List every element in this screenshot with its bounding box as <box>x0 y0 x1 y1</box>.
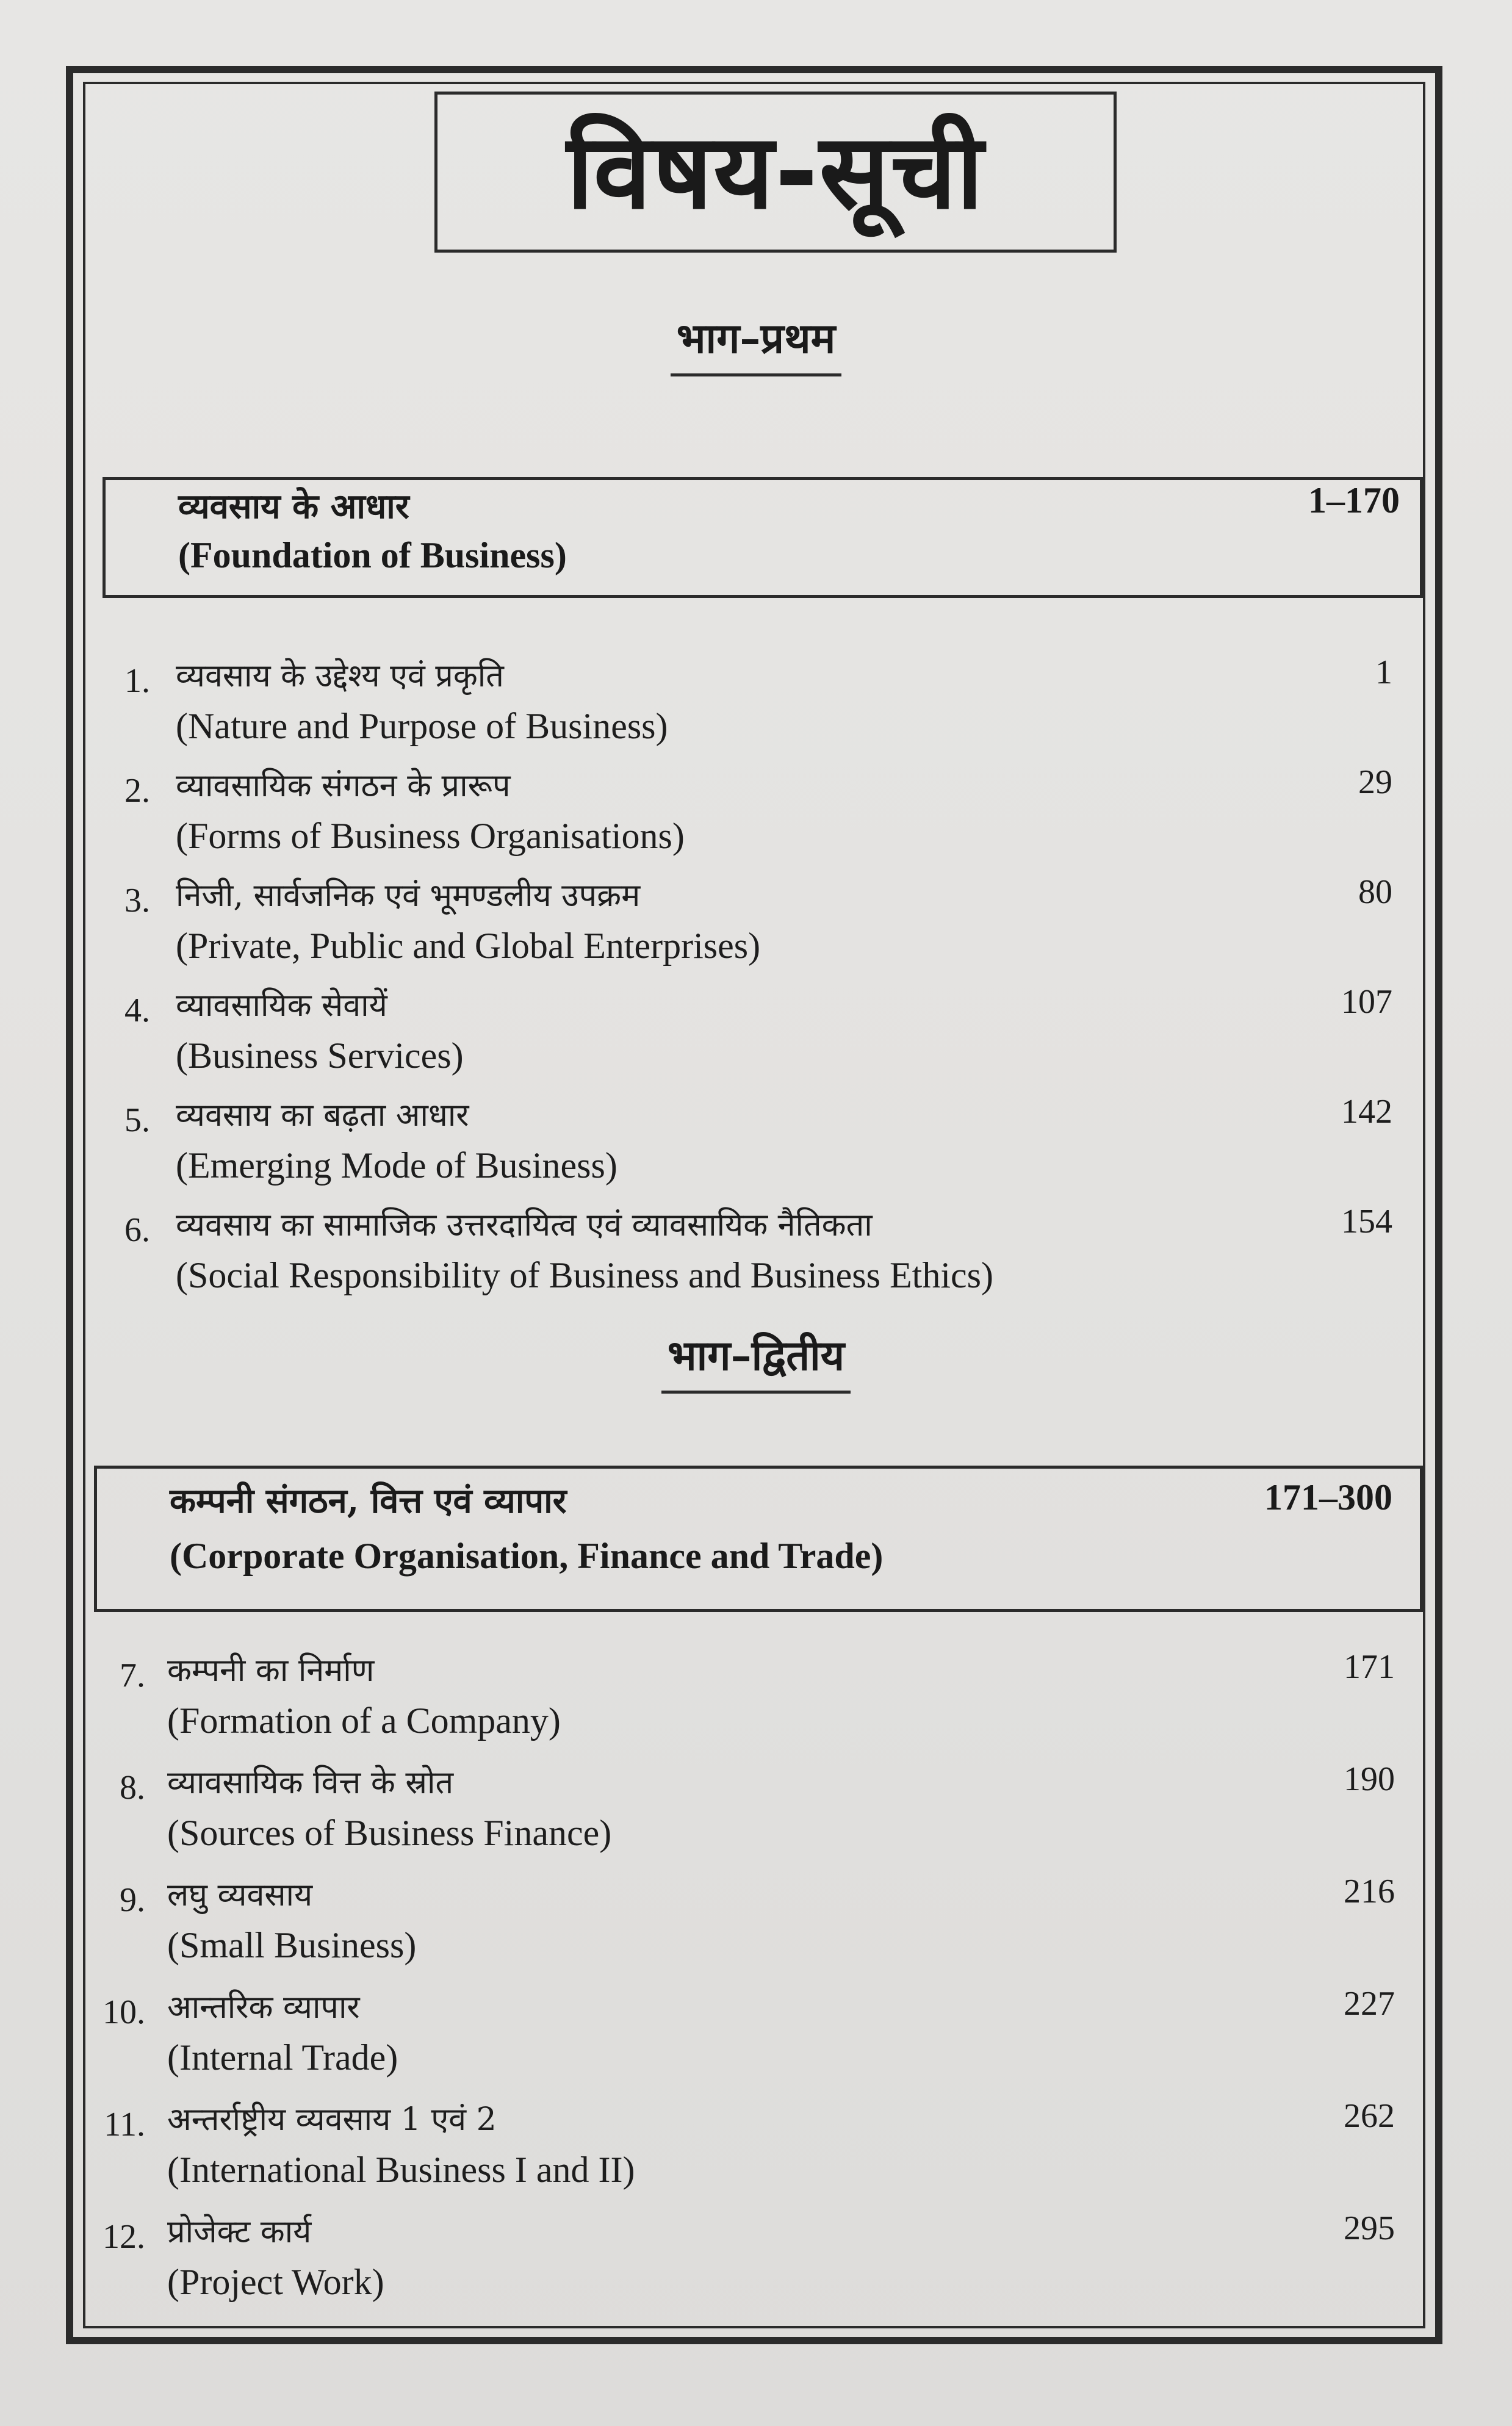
entry-page-number: 142 <box>1341 1093 1392 1131</box>
part-1-section-hindi: व्यवसाय के आधार <box>178 486 409 527</box>
part-1-section-range: 1–170 <box>1308 480 1400 520</box>
entry-number: 5. <box>124 1101 150 1139</box>
entry-english-title: (International Business I and II) <box>167 2150 635 2190</box>
entry-page-number: 262 <box>1344 2097 1395 2135</box>
entry-number: 1. <box>124 662 150 700</box>
entry-english-title: (Nature and Purpose of Business) <box>176 706 668 746</box>
entry-page-number: 190 <box>1344 1760 1395 1798</box>
toc-entry-5[interactable] <box>0 1092 1512 1202</box>
entry-english-title: (Social Responsibility of Business and Business Ethics) <box>176 1255 993 1295</box>
entry-number: 2. <box>124 772 150 810</box>
entry-hindi-title: व्यावसायिक सेवायें <box>176 987 387 1024</box>
entry-number: 9. <box>120 1881 145 1919</box>
toc-entry-1[interactable] <box>0 653 1512 763</box>
entry-page-number: 29 <box>1358 763 1392 801</box>
part-1-heading <box>0 308 1512 376</box>
part-2-section-range: 171–300 <box>1264 1477 1392 1517</box>
entry-english-title: (Sources of Business Finance) <box>167 1813 612 1853</box>
entry-number: 12. <box>103 2218 145 2256</box>
entry-number: 11. <box>104 2106 145 2143</box>
toc-entry-4[interactable] <box>0 982 1512 1092</box>
entry-hindi-title: व्यवसाय का बढ़ता आधार <box>176 1097 469 1134</box>
entry-page-number: 216 <box>1344 1873 1395 1910</box>
entry-english-title: (Forms of Business Organisations) <box>176 816 685 856</box>
entry-hindi-title: कम्पनी का निर्माण <box>167 1652 375 1689</box>
entry-page-number: 227 <box>1344 1985 1395 2023</box>
entry-page-number: 107 <box>1341 983 1392 1021</box>
entry-hindi-title: प्रोजेक्ट कार्य <box>167 2214 312 2250</box>
entry-hindi-title: व्यावसायिक संगठन के प्रारूप <box>176 768 511 804</box>
entry-number: 6. <box>124 1211 150 1249</box>
entry-hindi-title: व्यावसायिक वित्त के स्रोत <box>167 1765 454 1801</box>
entry-page-number: 1 <box>1375 653 1392 691</box>
part-2-heading-text: भाग–द्वितीय <box>661 1325 851 1394</box>
entry-english-title: (Private, Public and Global Enterprises) <box>176 926 761 966</box>
toc-entry-6[interactable] <box>0 1202 1512 1312</box>
entry-hindi-title: व्यवसाय का सामाजिक उत्तरदायित्व एवं व्यावसायिक नैतिकता <box>176 1207 873 1244</box>
part-2-section-hindi: कम्पनी संगठन, वित्त एवं व्यापार <box>170 1481 567 1521</box>
entry-english-title: (Internal Trade) <box>167 2037 398 2078</box>
entry-hindi-title: आन्तरिक व्यापार <box>167 1989 360 2026</box>
toc-entry-2[interactable] <box>0 763 1512 873</box>
toc-entry-9[interactable] <box>0 1872 1512 1982</box>
entry-page-number: 171 <box>1344 1648 1395 1686</box>
toc-entry-10[interactable] <box>0 1984 1512 2094</box>
part-1-section-english: (Foundation of Business) <box>178 535 567 575</box>
toc-entry-12[interactable] <box>0 2209 1512 2319</box>
page-title: विषय-सूची <box>566 112 985 232</box>
part-2-section-english: (Corporate Organisation, Finance and Trade) <box>170 1536 884 1576</box>
part-2-heading <box>0 1325 1512 1394</box>
entry-hindi-title: लघु व्यवसाय <box>167 1877 313 1913</box>
entry-number: 4. <box>124 992 150 1029</box>
toc-entry-11[interactable] <box>0 2097 1512 2206</box>
entry-page-number: 295 <box>1344 2209 1395 2247</box>
toc-entry-7[interactable] <box>0 1647 1512 1757</box>
entry-english-title: (Emerging Mode of Business) <box>176 1145 617 1186</box>
entry-hindi-title: निजी, सार्वजनिक एवं भूमण्डलीय उपक्रम <box>176 877 641 914</box>
entry-page-number: 154 <box>1341 1203 1392 1240</box>
part-1-heading-text: भाग–प्रथम <box>671 308 842 376</box>
entry-number: 3. <box>124 882 150 920</box>
entry-number: 10. <box>103 1993 145 2031</box>
toc-entry-8[interactable] <box>0 1760 1512 1870</box>
entry-hindi-title: अन्तर्राष्ट्रीय व्यवसाय 1 एवं 2 <box>167 2101 497 2138</box>
entry-hindi-title: व्यवसाय के उद्देश्य एवं प्रकृति <box>176 658 504 694</box>
entry-number: 7. <box>120 1657 145 1694</box>
toc-entry-3[interactable] <box>0 873 1512 982</box>
entry-english-title: (Small Business) <box>167 1925 417 1965</box>
title-box <box>434 92 1117 253</box>
entry-english-title: (Business Services) <box>176 1035 464 1076</box>
entry-english-title: (Formation of a Company) <box>167 1701 561 1741</box>
entry-number: 8. <box>120 1769 145 1807</box>
entry-page-number: 80 <box>1358 873 1392 911</box>
entry-english-title: (Project Work) <box>167 2262 384 2302</box>
